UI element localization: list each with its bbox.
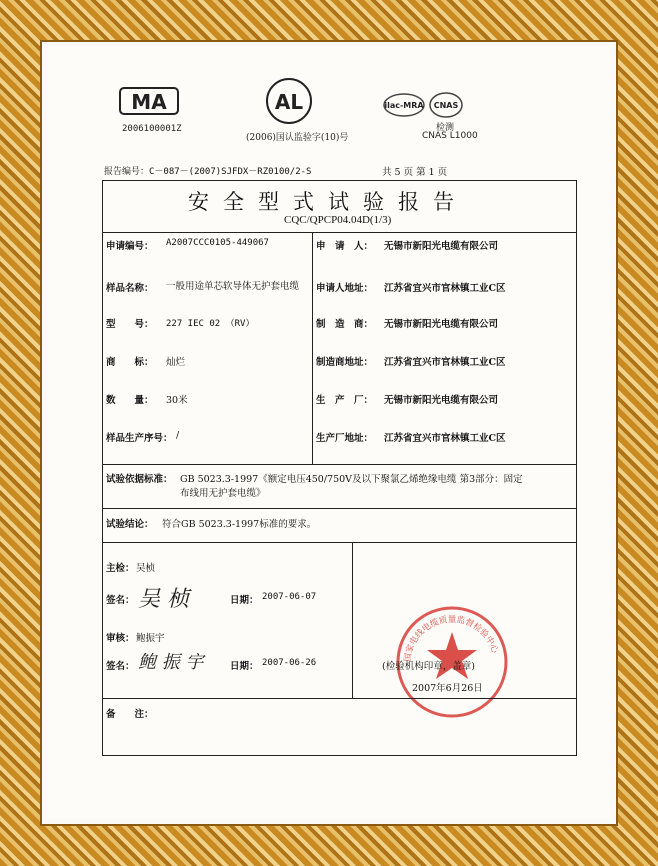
conclusion-value: 符合GB 5023.3-1997标准的要求。 xyxy=(162,519,317,530)
left-label-1: 样品名称： xyxy=(106,283,154,294)
page-count: 共 5 页 第 1 页 xyxy=(382,167,448,178)
date1-label: 日期： xyxy=(230,595,259,606)
cal-logo-text: AL xyxy=(274,90,304,114)
right-label-5: 生产厂地址： xyxy=(316,433,374,444)
cal-logo xyxy=(264,76,314,126)
stamp-caption: (检验机构印章，盖章) xyxy=(382,661,475,672)
right-label-1: 申请人地址： xyxy=(316,283,374,294)
cnas-logo-text: CNAS xyxy=(433,101,459,110)
left-value-3: 灿烂 xyxy=(166,357,186,368)
right-value-2: 无锡市新阳光电缆有限公司 xyxy=(384,319,499,330)
left-label-4: 数 量： xyxy=(106,395,154,406)
left-label-0: 申请编号： xyxy=(106,241,154,252)
right-value-5: 江苏省宜兴市官林镇工业C区 xyxy=(384,433,506,444)
divider-5 xyxy=(102,698,577,699)
ilac-logo-text: ilac-MRA xyxy=(384,101,424,110)
inspector-signature: 吴 桢 xyxy=(138,587,189,612)
ilac-logo xyxy=(382,92,426,118)
ilac-label: 检测 xyxy=(436,123,455,133)
divider-vertical-2 xyxy=(352,542,353,698)
sign2-label: 签名： xyxy=(106,661,135,672)
right-label-2: 制 造 商： xyxy=(316,319,374,330)
report-subtitle: CQC/QPCP04.04D(1/3) xyxy=(284,214,392,226)
right-label-4: 生 产 厂： xyxy=(316,395,374,406)
right-value-1: 江苏省宜兴市官林镇工业C区 xyxy=(384,283,506,294)
divider-3 xyxy=(102,508,577,509)
date2-label: 日期： xyxy=(230,661,259,672)
basis-line-2: 布线用无护套电缆》 xyxy=(180,488,266,499)
reviewer-signature: 鲍 振 宇 xyxy=(138,652,204,673)
ilac-code: CNAS L1000 xyxy=(422,131,478,141)
divider-vertical xyxy=(312,232,313,464)
right-label-3: 制造商地址： xyxy=(316,357,374,368)
right-label-0: 申 请 人： xyxy=(316,241,374,252)
divider-1 xyxy=(102,232,577,233)
left-value-2: 227 IEC 02 （RV） xyxy=(166,319,255,329)
left-value-4: 30米 xyxy=(166,395,188,406)
basis-line-1: GB 5023.3-1997《额定电压450/750V及以下聚氯乙烯绝缘电缆 第3部分：固定 xyxy=(180,474,523,485)
left-label-5: 样品生产序号： xyxy=(106,433,173,444)
left-value-5: / xyxy=(176,430,180,441)
divider-4 xyxy=(102,542,577,543)
stamp-org-text: 国家电线电缆质量监督检验中心 xyxy=(402,614,500,663)
remarks-label: 备 注： xyxy=(106,709,154,720)
left-value-1: 一般用途单芯软导体无护套电缆 xyxy=(166,281,300,292)
date2-value: 2007-06-26 xyxy=(262,658,317,668)
date1-value: 2007-06-07 xyxy=(262,592,317,602)
right-value-3: 江苏省宜兴市官林镇工业C区 xyxy=(384,357,506,368)
right-value-4: 无锡市新阳光电缆有限公司 xyxy=(384,395,499,406)
cma-code: 2006100001Z xyxy=(122,124,182,134)
reviewer-label: 审核： xyxy=(106,633,135,644)
reviewer-name: 鲍振宇 xyxy=(136,633,165,644)
sign1-label: 签名： xyxy=(106,595,135,606)
cma-logo xyxy=(118,84,180,118)
report-title: 安全型式试验报告 xyxy=(188,190,468,214)
stamp-date: 2007年6月26日 xyxy=(412,683,483,694)
inspector-label: 主检： xyxy=(106,563,135,574)
cal-code: (2006)国认监验字(10)号 xyxy=(246,133,349,143)
cma-logo-text: MA xyxy=(131,90,167,114)
cnas-logo xyxy=(428,90,464,120)
basis-label: 试验依据标准： xyxy=(106,474,173,485)
conclusion-label: 试验结论： xyxy=(106,519,154,530)
report-number: 报告编号：C－087－(2007)SJFDX－RZ0100/2-S xyxy=(104,167,312,177)
left-value-0: A2007CCC0105-449067 xyxy=(166,238,269,248)
inspector-name: 吴桢 xyxy=(136,563,156,574)
left-label-2: 型 号： xyxy=(106,319,154,330)
left-label-3: 商 标： xyxy=(106,357,154,368)
right-value-0: 无锡市新阳光电缆有限公司 xyxy=(384,241,499,252)
divider-2 xyxy=(102,464,577,465)
